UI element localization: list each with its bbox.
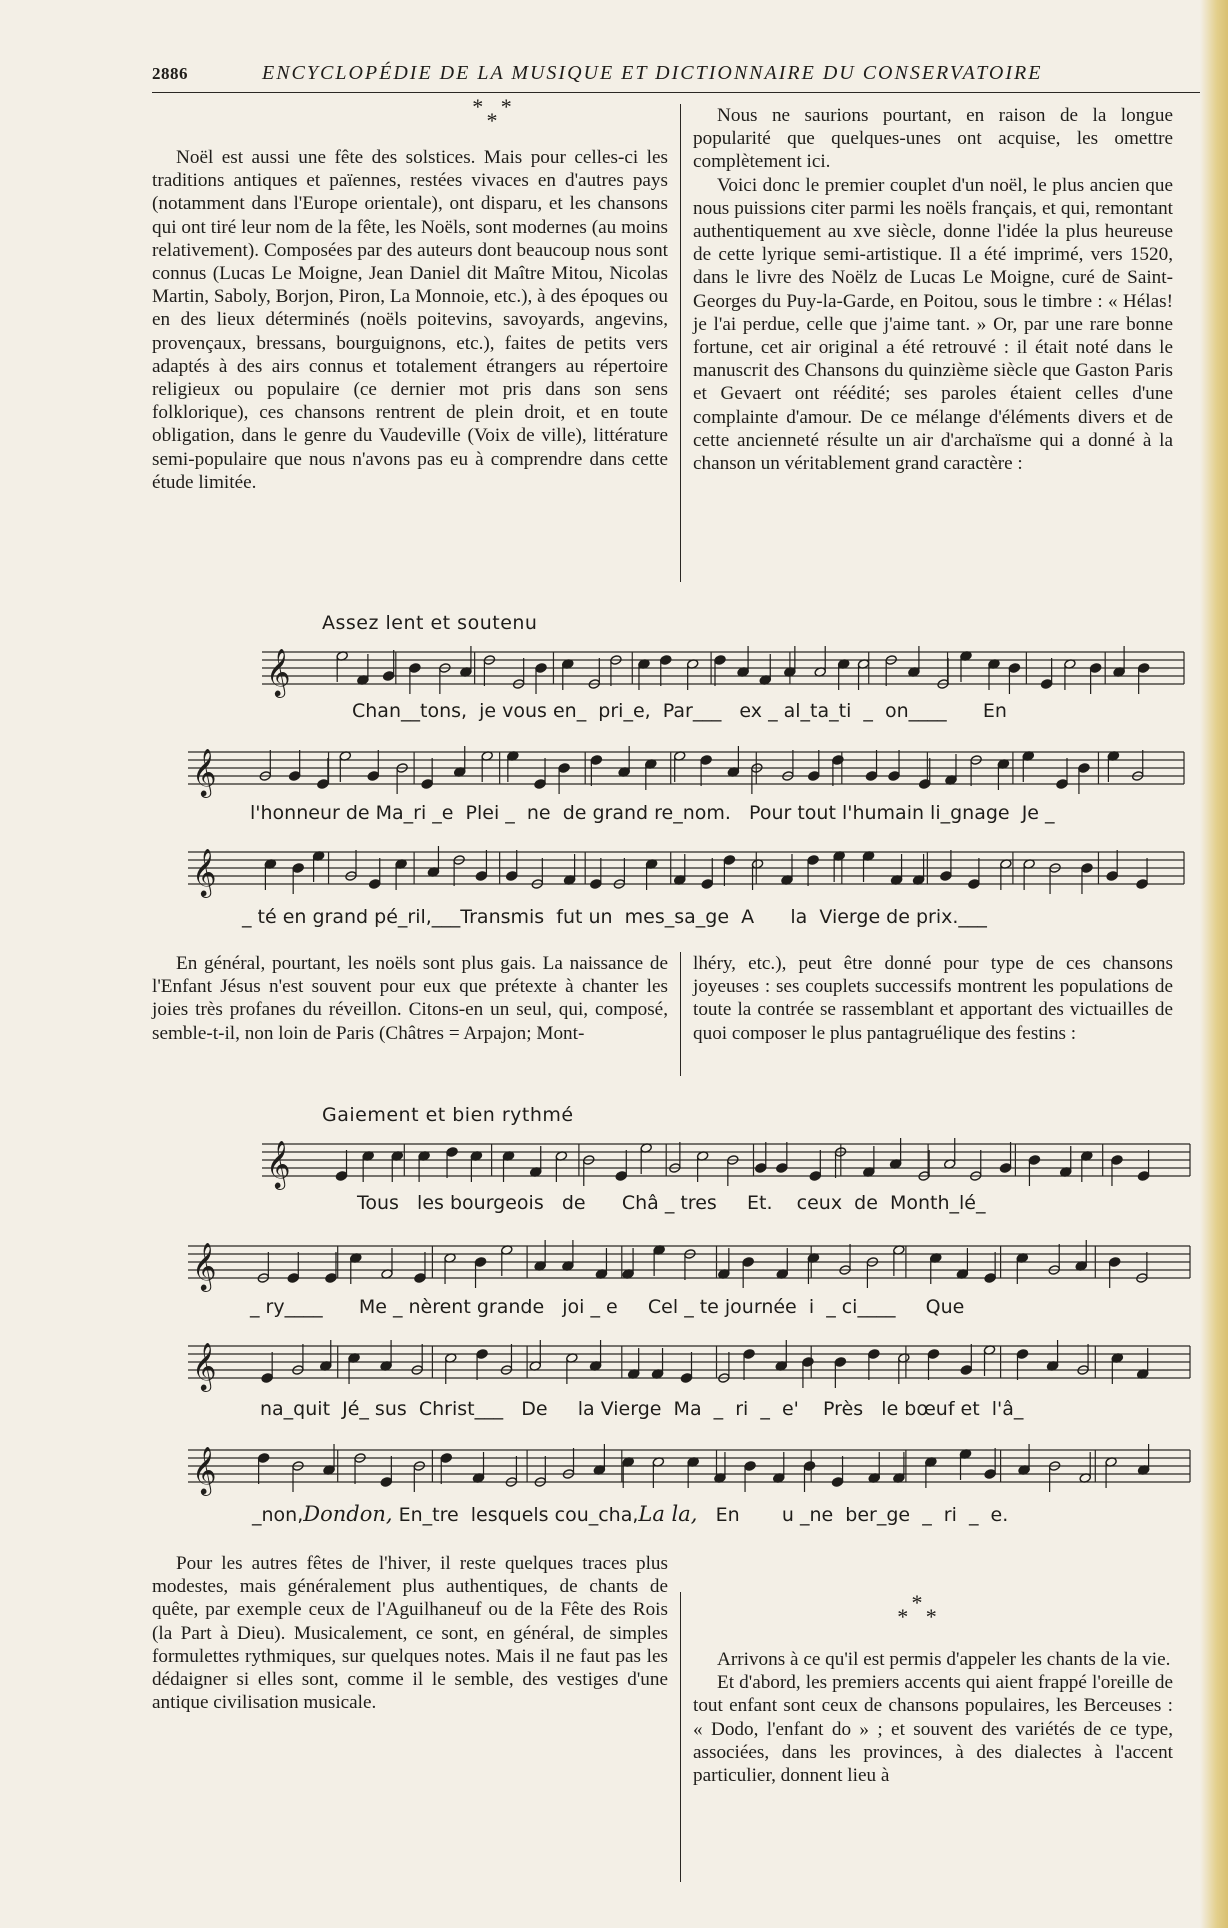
paragraph-popularity: Nous ne saurions pourtant, en raison de la longue popularité que quelques-unes ont acquise, les omettre complètement ici. [693, 105, 1173, 173]
treble-clef-icon: 𝄞 [192, 747, 217, 796]
note-head [335, 1171, 347, 1182]
lyric-line-2-3: na_quit Jé_ sus Christ___ De la Vierge Ma _ ri _ e' Près le bœuf et l'â_ [260, 1398, 1024, 1420]
note-head [809, 1171, 821, 1182]
paragraph-voici-noel: Voici donc le premier couplet d'un noël, le plus ancien que nous puissions citer parmi les noëls français, et qui, remontant authentiquement au xve siècle, donne l'idée la plus heureuse de cette lyrique semi-artistique. Il a été imprimé, vers 1520, dans le livre des Noëlz de Lucas Le Moigne, curé de Saint-Georges du Puy-la-Garde, en Poitou, sous le timbre : « Hélas! je l'ai perdue, celle que j'aime tant. » Or, par une rare bonne fortune, cet air original a été retrouvé : il était noté dans le manuscrit des Chansons du quinzième siècle que Gaston Paris et Gevaert ont réédité; ses paroles étaient celles d'une complainte d'amour. De ce mélange d'éléments divers et de cette ancienneté résulte un air d'archaïsme qui a donné à la chanson un véritablement grand caractère : [693, 174, 1173, 475]
treble-clef-icon: 𝄞 [192, 1445, 217, 1494]
lyric-line-2-4: _non,Dondon, En_tre lesquels cou_cha,La la, En u _ne ber_ge _ ri _ e. [252, 1502, 1009, 1526]
paragraph-noels-gais: En général, pourtant, les noëls sont plus gais. La naissance de l'Enfant Jésus n'est souvent pour eux que prétexte à chanter les joies très profanes du réveillon. Citons-en un seul, qui, composé, semble-t-il, non loin de Paris (Châtres = Arpajon; Mont- [152, 953, 668, 1044]
treble-clef-icon: 𝄞 [192, 1241, 217, 1290]
lyric-line-2-2: _ ry____ Me _ nèrent grande joi _ e Cel _ te journée i _ ci____ Que [250, 1296, 965, 1318]
page-number: 2886 [152, 64, 188, 83]
note-head [834, 1357, 846, 1368]
note-head [1137, 1171, 1149, 1182]
lyric-line-1-1: Chan__tons, je vous en_ pri_e, Par___ ex _ al_ta_ti _ on____ En [352, 700, 1007, 722]
note-head [414, 1273, 426, 1284]
note-head [742, 1257, 754, 1268]
note-head [776, 1163, 788, 1174]
note-head [446, 1147, 458, 1158]
note-head [831, 1477, 843, 1488]
paragraph-berceuses: Et d'abord, les premiers accents qui aient frappé l'oreille de tout enfant sont ceux de chansons populaires, les Berceuses : « Dodo, l'enfant do » ; et souvent des variétés de ce type, associées, dans les provinces, à des dialectes à l'accent particulier, donnent lieu à [693, 1672, 1173, 1787]
note-head [984, 1273, 996, 1284]
tempo-marking-1: Assez lent et soutenu [322, 612, 538, 634]
lyric-line-1-3: _ té en grand pé_ril,___Transmis fut un mes_sa_ge A la Vierge de prix.___ [242, 906, 987, 928]
note-head [615, 1171, 627, 1182]
note-head [1016, 1349, 1028, 1360]
treble-clef-icon: 𝄞 [192, 1341, 217, 1390]
note-head [476, 1349, 488, 1360]
note-head [999, 1163, 1011, 1174]
note-head [802, 1357, 814, 1368]
note-head [755, 1163, 767, 1174]
paragraph-chansons-joyeuses: lhéry, etc.), peut être donné pour type de ces chansons joyeuses : ses couplets successifs montrent les populations de toute la contrée se rassemblant et apportant des victuailles de quoi composer le plus pantagruélique des festins : [693, 953, 1173, 1044]
staff-system [188, 1340, 1190, 1392]
note-head [261, 1373, 273, 1384]
column-divider-bottom [680, 1592, 681, 1882]
note-head [743, 1349, 755, 1360]
note-head [474, 1257, 486, 1268]
note-head [325, 1273, 337, 1284]
note-head [960, 1365, 972, 1376]
note-head [984, 1469, 996, 1480]
bottom-left-column [152, 1552, 668, 1714]
running-title: ENCYCLOPÉDIE DE LA MUSIQUE ET DICTIONNAIRE DU CONSERVATOIRE [262, 62, 1043, 84]
note-head [1028, 1155, 1040, 1166]
note-head [1111, 1155, 1123, 1166]
note-head [440, 1453, 452, 1464]
note-head [257, 1453, 269, 1464]
asterism-top: * * * [472, 94, 518, 133]
note-head [744, 1461, 756, 1472]
tempo-marking-2: Gaiement et bien rythmé [322, 1104, 574, 1126]
staff-system [188, 1240, 1190, 1292]
lyric-line-1-2: l'honneur de Ma_ri _e Plei _ ne de grand re_nom. Pour tout l'humain li_gnage Je _ [250, 802, 1055, 824]
note-head [927, 1349, 939, 1360]
staff-system [188, 1444, 1190, 1496]
note-head [380, 1477, 392, 1488]
treble-clef-icon: 𝄞 [266, 1139, 291, 1188]
paragraph-chants-de-la-vie: Arrivons à ce qu'il est permis d'appeler les chants de la vie. [717, 1649, 1171, 1670]
paragraph-noel-solstice: Noël est aussi une fête des solstices. Mais pour celles-ci les traditions antiques et païennes, restées vivaces en d'autres pays (notamment dans l'Europe orientale), ont disparu, et les chansons qui ont tiré leur nom de la fête, les Noëls, sont modernes (au moins relativement). Composées par des auteurs dont beaucoup nous sont connus (Lucas Le Moigne, Jean Daniel dit Maître Mitou, Nicolas Martin, Saboly, Borjon, Piron, La Monnoie, etc.), à des époques ou en des lieux déterminés (noëls poitevins, savoyards, angevins, provençaux, bressans, bourguignons, etc.), faites de petits vers adaptés à des airs connus et totalement étrangers au répertoire religieux ou populaire (ce dernier mot pris dans son sens folklorique), ces chansons rentrent de plein droit, et en toute obligation, dans le genre du Vaudeville (Voix de ville), littérature semi-populaire que nous n'avons pas eu à comprendre dans cette étude limitée. [152, 147, 668, 493]
note-head [680, 1373, 692, 1384]
note-head [803, 1461, 815, 1472]
lyric-line-2-1: Tous les bourgeois de Châ _ tres Et. ceux de Month_lé_ [357, 1192, 986, 1214]
asterism-bottom: * * * [897, 1590, 943, 1629]
paragraph-fetes-hiver: Pour les autres fêtes de l'hiver, il reste quelques traces plus modestes, mais généralement plus authentiques, de chants de quête, par exemple ceux de l'Aguilhaneuf ou de la Fête des Rois (la Part à Dieu). Musicalement, ce sont, en général, de simples formulettes rythmiques, sur quelques notes. Mais il ne faut pas les dédaigner si elles sont, comme il le semble, des vestiges d'une antique civilisation musicale. [152, 1553, 668, 1714]
staff-system [262, 1138, 1190, 1190]
bottom-right-column [693, 1648, 1173, 1787]
note-head [868, 1349, 880, 1360]
note-head [287, 1273, 299, 1284]
treble-clef-icon: 𝄞 [192, 847, 217, 896]
treble-clef-icon: 𝄞 [266, 647, 291, 696]
note-head [1108, 1257, 1120, 1268]
